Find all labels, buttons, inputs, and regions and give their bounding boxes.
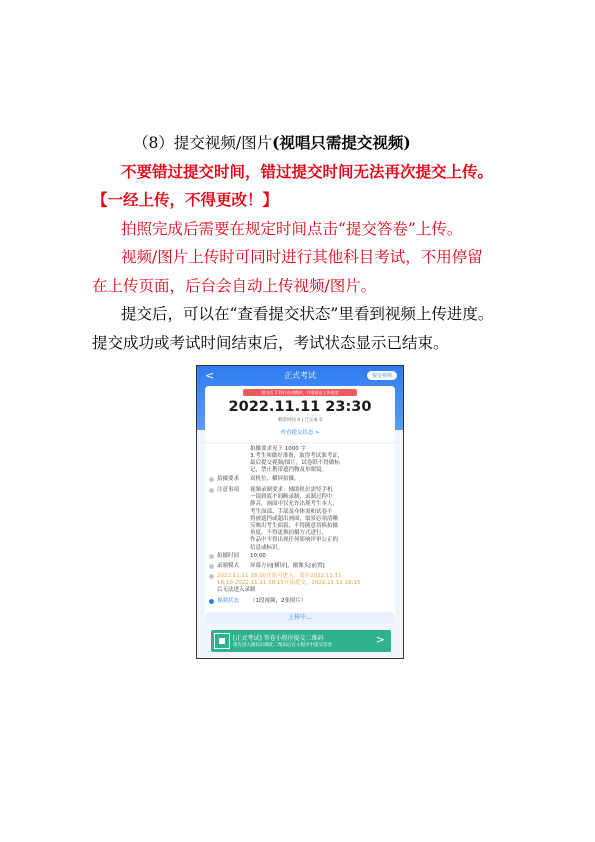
camera-icon	[209, 477, 214, 482]
detail-line: 视频录制要求：辅助机位需竖手机	[250, 487, 333, 493]
time-notice-line: 后无法进入录制	[217, 587, 256, 593]
detail-line: 一镜到底不间断录制，录制过程中	[250, 494, 333, 501]
detail-line: 信息或标识。	[250, 544, 284, 551]
upload-warning-banner: 提交后 1 秒后自动跳转，并请留意上传进度	[243, 389, 357, 396]
heading-text: （8）提交视频/图片	[133, 134, 273, 152]
heading-bold-note: (视唱只需提交视频)	[272, 133, 411, 152]
submit-instruction: 拍照完成后需要在规定时间点击“提交答卷”上传。	[121, 220, 463, 238]
detail-line: 双机位，横屏拍摄。	[250, 476, 300, 482]
detail-line: 屏幕方向[横屏]，摄像头[前置]	[250, 563, 325, 569]
upload-status-label: 视频状态	[217, 598, 240, 604]
section-heading	[133, 133, 411, 153]
notice-icon	[209, 488, 214, 493]
deadline-warning: 不要错过提交时间，错过提交时间无法再次提交上传。	[121, 162, 494, 181]
detail-line: 角度，不得更换拍摄方式进行，	[250, 530, 328, 537]
exam-time-card	[205, 386, 395, 442]
detail-line: 作品中不得出现任何影响评审公正的	[250, 537, 339, 544]
clock-icon	[209, 554, 214, 559]
phone-screenshot	[196, 365, 404, 659]
view-status-link[interactable]: 查看提交状态 >	[280, 430, 320, 436]
exam-datetime: 2022.11.11 23:30	[228, 399, 372, 415]
banner-title: [正式考试] 答卷小程序提交二维码	[233, 635, 324, 642]
detail-label: 注意事项	[217, 487, 240, 493]
status-tip-line1: 提交后，可以在“查看提交状态”里看到视频上传进度。	[121, 305, 494, 323]
time-notice-line: 2022.11.11 18:10开始可进入，需在2022.11.11	[217, 573, 342, 579]
detail-label: 录制模式	[217, 563, 240, 569]
detail-line: 记，禁止携带遮挡物及单眼镜。	[250, 467, 328, 473]
uploading-button[interactable]: 上传中...	[205, 612, 395, 624]
detail-label: 拍摄时间	[217, 553, 240, 559]
detail-line: 考生面部、手部及身体需和试卷不	[250, 508, 333, 515]
time-notice-line: 18:10-2022.11.11 18:15开始提交，2022.11.11 18:15	[217, 580, 361, 586]
detail-line: 反映出考生面貌，不得随意切换拍摄	[250, 523, 339, 529]
submit-video-button[interactable]: 提交视频	[367, 371, 397, 380]
no-change-notice: 【一经上传，不得更改！】	[92, 190, 279, 209]
exam-details	[205, 444, 395, 622]
mini-program-banner[interactable]	[211, 630, 391, 652]
video-icon	[209, 599, 214, 604]
banner-subtitle: 请先进入微信扫描此二维码后在小程序中提交答卷	[233, 643, 332, 648]
detail-label: 拍摄要求	[217, 476, 240, 482]
info-icon	[209, 574, 214, 579]
upload-tip-line2: 在上传页面，后台会自动上传视频/图片。	[92, 277, 377, 295]
back-arrow-icon[interactable]: <	[205, 369, 215, 382]
upload-status-info: （1段视频，2张照片）	[250, 598, 307, 604]
detail-line: 3.考生须做好准备，取得考试准考证，	[250, 453, 344, 459]
detail-line: 最后提交视频/图片，试卷纸不得做标	[250, 460, 340, 466]
chevron-right-icon: >	[375, 633, 385, 646]
remaining-info: 剩余时间 9 | 已完成 0	[277, 418, 323, 423]
detail-line: 得被遮挡或超出画面，取景必须清晰	[250, 515, 339, 522]
status-tip-line2: 提交成功或考试时间结束后，考试状态显示已结束。	[92, 334, 449, 352]
detail-line: 10:00	[250, 553, 266, 559]
detail-line: 拍摄要求见下 1000 字	[250, 446, 306, 452]
exam-title: 正式考试	[284, 371, 316, 380]
qr-code-icon	[214, 633, 230, 649]
upload-tip-line1: 视频/图片上传时可同时进行其他科目考试，不用停留	[121, 248, 483, 266]
record-icon	[209, 564, 214, 569]
detail-line: 静音，画面中仅允许出现考生本人，	[250, 501, 339, 508]
